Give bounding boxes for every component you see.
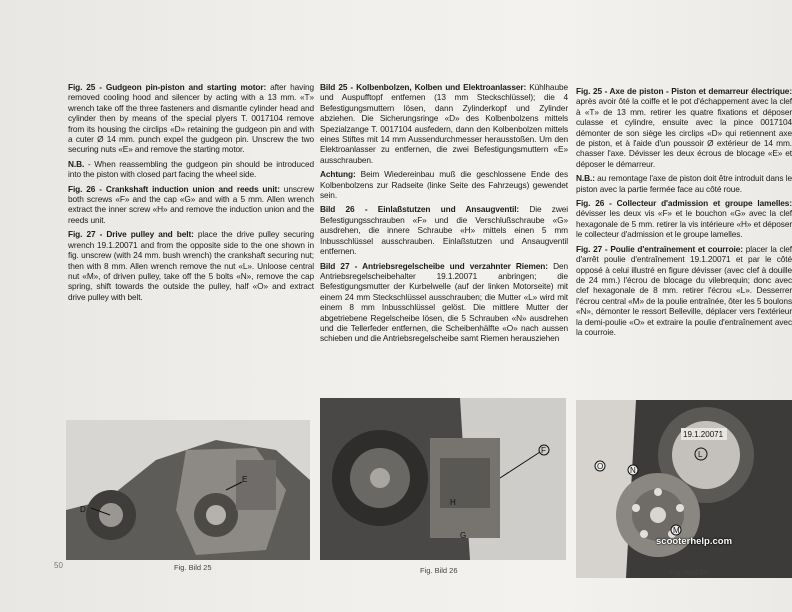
paragraph: Achtung: Beim Wiedereinbau muß die geschlossene Ende des Kolbenbolzens zur Radseite (linke Seite des Fahrzeugs) gewendet sein. — [320, 169, 568, 201]
label-G: G — [460, 531, 467, 540]
paragraph: Fig. 26 - Crankshaft induction union and reeds unit: unscrew both screws «F» and the cap «G» and with a 5 mm. Allen wrench extract the inner screw «H» and remove the induction union and the reeds unit. — [68, 183, 314, 225]
paragraph: Fig. 25 - Gudgeon pin-piston and starting motor: after having removed cooling hood and silencer by acting with a 13 mm. «T» wrench take off the three fasteners and dismantle cylinder head and cylinder then by means of the special plyers T. 0017104 remove from its housing the circlips «D» retaining the gudgeon pin and with a cuter Ø 14 mm. punch expel the gudgeon pin. Unscrew the two securing nuts «E» and remove the starting motor. — [68, 82, 314, 155]
label-M: M — [673, 526, 680, 535]
paragraph: Fig. 27 - Poulie d'entraînement et courroie: placer la clef d'arrêt poulie d'entraînement 19.1.20071 et par le côté opposé à celui illustré en figure dévisser (avec clef à douille de 24 mm.) l'écrou de blocage du vilebrequin; donc avec clef hexagonale de 8 mm. retirer l'écrou «L». Desserrer l'écrou central «M» de la poulie entraînée, ôter les 5 boulons «N», démonter le ressort Belleville, déplacer vers l'extérieur la demi-poulie «O» et extraire la poulie d'entraînement avec la courroie. — [576, 243, 792, 337]
paragraph: N.B.: au remontage l'axe de piston doit être introduit dans le piston avec la partie fermée face au côté roue. — [576, 173, 792, 194]
page-number: 50 — [54, 561, 63, 570]
label-E: E — [242, 475, 248, 484]
label-N: N — [630, 466, 636, 475]
english-column — [68, 82, 314, 306]
watermark: scooterhelp.com — [656, 536, 733, 547]
label-L: L — [698, 450, 703, 459]
engine-illustration — [320, 398, 566, 560]
french-column — [576, 86, 792, 341]
label-F: F — [541, 446, 546, 455]
paragraph: Fig. 26 - Collecteur d'admission et groupe lamelles: dévisser les deux vis «F» et le bouchon «G» avec la clef hexagonale de 5 mm. retirer la vis intérieure «H» et déposer le collecteur d'admission et le groupe lamelles. — [576, 198, 792, 240]
paragraph: Bild 27 - Antriebsregelscheibe und verzahnter Riemen: Den Antriebsregelscheibehalter 19.1.20071 anbringen; die Befestigungsmutter der Kurbelwelle (auf der linken Motorseite) mit einem 24 mm Steckschlüssel ausschrauben; die Mutter «L» wird mit einem 8 mm Inbusschlüssel gelöst. Die mittlere Mutter der abgetriebene Regelscheibe lösen, die 5 Schrauben «N» ausdrehen und die Tellerfeder entfernen, die Scheibenhälfte «O» nach aussen schieben und die Antriebsregelscheibe samt Riemen herausziehen — [320, 260, 568, 344]
paragraph: Fig. 27 - Drive pulley and belt: place the drive pulley securing wrench 19.1.20071 and from the opposite side to the one shown in fig. unscrew (with 24 mm. bush wrench) the crankshaft securing nut; then with 8 mm. Allen wrench remove the nut «L». Unloose central nut «M», of driven pulley, take off the 5 bolts «N», remove the cap spring, shift towards the outside the pulley, half «O» and extract drive pulley with belt. — [68, 229, 315, 302]
paragraph: Fig. 25 - Axe de piston - Piston et demarreur électrique: après avoir ôté la coiffe et le pot d'échappement avec la clef à «T» de 13 mm. retirer les quatre fixations et déposer culasse et cylindre, ensuite avec la pince 0017104 démonter de son siège les circlips «D» qui retiennent axe de piston, et à l'aide d'un poussoir Ø extérieur de 14 mm. chasser l'axe. Dévisser les deux écrous de blocage «E» et déposer le démarreur. — [576, 86, 792, 169]
engine-photo-fig26 — [320, 398, 566, 560]
german-column — [320, 82, 568, 348]
caption-fig27: Fig. Bild 27 — [670, 568, 708, 577]
paragraph: Bild 26 - Einlaßstutzen und Ansaugventil: Die zwei Befestigungsschrauben «F» und die Verschlußschraube «G» ausdrehen, die innere Schraube «H» mittels einen 5 mm Inbusschlüssel ausschrauben. Einlaßstutzen und Ansaugventil entfernen. — [320, 204, 568, 257]
label-O: O — [597, 462, 604, 471]
paragraph: N.B. - When reassembling the gudgeon pin should be introduced into the piston with closed part facing the wheel side. — [68, 158, 314, 180]
paragraph: Bild 25 - Kolbenbolzen, Kolben und Elektroanlasser: Kühlhaube und Auspufftopf entfernen (13 mm Steckschlüssel); die 4 Befestigungsmuttern lösen, dann Zylinderkopf und Zylinder abziehen. Die Sicherungsringe «D» des Kolbenbolzens mittels Spezialzange T. 0017104 ausfedern, dann den Kolbenbolzen mittels eines Stiftes mit 14 mm Aussendurchmesser herausstoßen. Um den Elektroanlasser zu entfernen, die zwei Befestigungsmuttern «E» ausschrauben. — [320, 82, 568, 165]
engine-photo-fig27 — [576, 400, 792, 578]
engine-illustration — [576, 400, 792, 578]
caption-fig25: Fig. Bild 25 — [174, 563, 212, 572]
caption-fig26: Fig. Bild 26 — [420, 566, 458, 575]
tool-code: 19.1.20071 — [683, 430, 724, 439]
label-D: D — [80, 505, 86, 514]
engine-photo-fig25 — [66, 420, 310, 560]
engine-illustration — [66, 420, 310, 560]
label-H: H — [450, 498, 456, 507]
